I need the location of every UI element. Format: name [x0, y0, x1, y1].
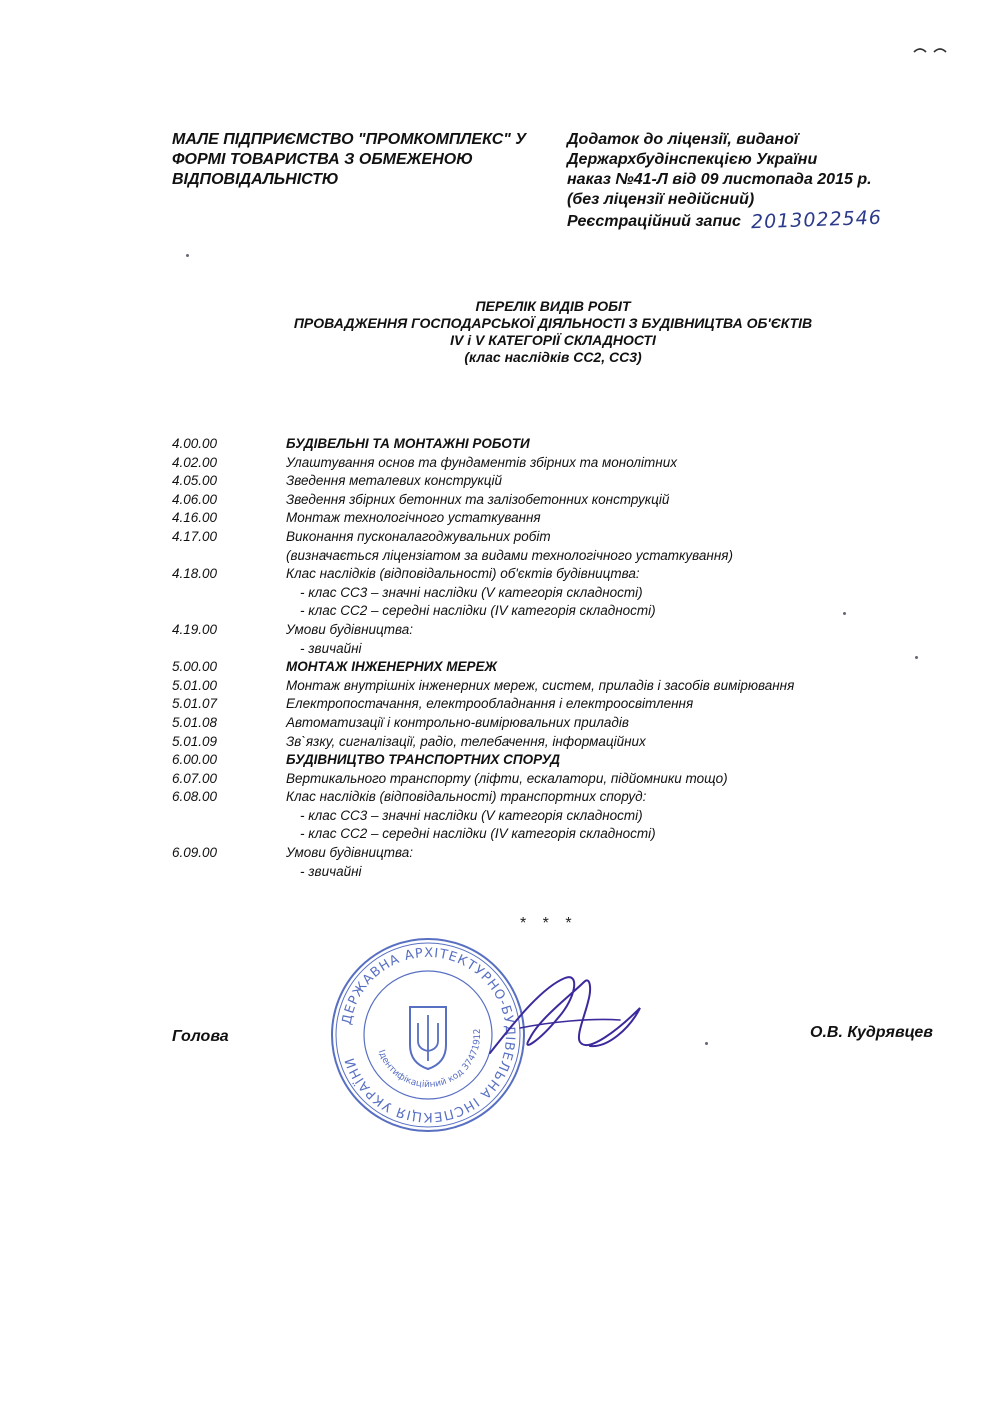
list-item — [172, 714, 872, 733]
item-text: МОНТАЖ ІНЖЕНЕРНИХ МЕРЕЖ — [286, 659, 498, 675]
title-line-4: (клас наслідків СС2, СС3) — [464, 349, 642, 365]
item-text: БУДІВНИЦТВО ТРАНСПОРТНИХ СПОРУД — [286, 752, 560, 768]
work-types-list — [172, 435, 872, 881]
list-item — [172, 825, 872, 844]
item-text: - клас СС3 – значні наслідки (V категорія складності) — [300, 807, 643, 823]
item-code — [172, 807, 286, 826]
item-text: Умови будівництва: — [286, 621, 414, 637]
item-text: Автоматизації і контрольно-вимірювальних приладів — [286, 714, 629, 730]
item-text: - звичайні — [300, 640, 362, 656]
list-item — [172, 454, 872, 473]
list-item — [172, 770, 872, 789]
item-text: Зведення збірних бетонних та залізобетонних конструкцій — [286, 491, 670, 507]
item-code: 4.05.00 — [172, 473, 218, 489]
list-item — [172, 509, 872, 528]
item-code: 5.00.00 — [172, 659, 218, 675]
item-text: Монтаж внутрішніх інженерних мереж, систем, приладів і засобів вимірювання — [286, 677, 795, 693]
handwritten-signature — [480, 958, 650, 1078]
item-text: БУДІВЕЛЬНІ ТА МОНТАЖНІ РОБОТИ — [286, 436, 530, 451]
registry-label: Реєстраційний запис — [567, 213, 741, 230]
scan-speck — [705, 1042, 708, 1045]
item-text: Улаштування основ та фундаментів збірних та монолітних — [286, 454, 677, 470]
item-text: - звичайні — [300, 863, 362, 879]
item-code: 5.01.09 — [172, 733, 218, 749]
item-text: - клас СС2 – середні наслідки (IV категорія складності) — [300, 826, 656, 842]
annex-line: Держархбудінспекцією України — [567, 151, 818, 168]
registry-number-handwritten: 2013022546 — [750, 206, 883, 234]
list-item — [172, 491, 872, 510]
list-item — [172, 695, 872, 714]
list-item — [172, 807, 872, 826]
item-code — [172, 547, 286, 566]
item-text: Клас наслідків (відповідальності) транспортних споруд: — [286, 789, 647, 805]
list-item — [172, 547, 872, 566]
list-item — [172, 788, 872, 807]
list-item — [172, 435, 872, 454]
scan-speck — [186, 254, 189, 257]
item-text: Вертикального транспорту (ліфти, ескалатори, підйомники тощо) — [286, 770, 728, 786]
scan-mark-icon — [910, 40, 960, 60]
item-text: Зведення металевих конструкцій — [286, 473, 502, 489]
list-item — [172, 584, 872, 603]
annex-line: наказ №41-Л від 09 листопада 2015 р. — [567, 171, 872, 188]
item-code: 5.01.08 — [172, 714, 218, 730]
item-code: 4.19.00 — [172, 621, 218, 637]
item-code — [172, 825, 286, 844]
separator-stars: * * * — [520, 915, 578, 932]
list-item — [172, 658, 872, 677]
item-code — [172, 602, 286, 621]
item-text: Клас наслідків (відповідальності) об'єктів будівництва: — [286, 566, 640, 582]
item-code: 6.08.00 — [172, 789, 218, 805]
item-text: Монтаж технологічного устаткування — [286, 510, 541, 526]
signer-position: Голова — [172, 1028, 229, 1045]
item-code: 4.02.00 — [172, 454, 218, 470]
item-code: 4.18.00 — [172, 566, 218, 582]
scan-speck — [843, 612, 846, 615]
list-item — [172, 472, 872, 491]
list-item — [172, 844, 872, 863]
item-text: Умови будівництва: — [286, 845, 414, 861]
item-text: Електропостачання, електрообладнання і електроосвітлення — [286, 696, 694, 712]
item-text: - клас СС2 – середні наслідки (IV категорія складності) — [300, 603, 656, 619]
list-item — [172, 863, 872, 882]
organization-name-line: ВІДПОВІДАЛЬНІСТЮ — [172, 171, 339, 188]
annex-line: (без ліцензії недійсний) — [567, 191, 755, 208]
organization-name — [172, 130, 552, 190]
item-code: 6.09.00 — [172, 845, 218, 861]
item-code: 4.17.00 — [172, 528, 218, 544]
title-line-2: ПРОВАДЖЕННЯ ГОСПОДАРСЬКОЇ ДІЯЛЬНОСТІ З БУДІВНИЦТВА ОБ'ЄКТІВ — [293, 315, 813, 331]
list-item — [172, 602, 872, 621]
annex-line: Додаток до ліцензії, виданої — [567, 131, 799, 148]
item-code: 6.07.00 — [172, 770, 218, 786]
title-line-1: ПЕРЕЛІК ВИДІВ РОБІТ — [475, 298, 631, 314]
item-text: Виконання пусконалагоджувальних робіт — [286, 528, 551, 544]
stamp-outer-text: ДЕРЖАВНА АРХІТЕКТУРНО-БУДІВЕЛЬНА ІНСПЕКЦІЯ УКРАЇНИ — [339, 945, 518, 1125]
organization-name-line: ФОРМІ ТОВАРИСТВА З ОБМЕЖЕНОЮ — [172, 151, 473, 168]
item-code: 6.00.00 — [172, 752, 218, 768]
item-code: 5.01.07 — [172, 696, 218, 712]
list-item — [172, 751, 872, 770]
list-item — [172, 565, 872, 584]
item-code — [172, 863, 286, 882]
title-line-3: IV і V КАТЕГОРІЇ СКЛАДНОСТІ — [450, 332, 656, 348]
item-code — [172, 584, 286, 603]
license-annex-note — [567, 130, 897, 232]
list-item — [172, 528, 872, 547]
item-text: (визначається ліцензіатом за видами технологічного устаткування) — [286, 547, 733, 563]
item-code: 4.00.00 — [172, 436, 218, 451]
signer-name: О.В. Кудрявцев — [810, 1024, 933, 1041]
item-code: 4.16.00 — [172, 510, 218, 526]
item-code — [172, 640, 286, 659]
document-title — [180, 298, 926, 366]
organization-name-line: МАЛЕ ПІДПРИЄМСТВО "ПРОМКОМПЛЕКС" У — [172, 131, 527, 148]
list-item — [172, 733, 872, 752]
list-item — [172, 677, 872, 696]
list-item — [172, 640, 872, 659]
stamp-inner-text: Ідентифікаційний код 37471912 — [375, 1028, 484, 1091]
item-code: 5.01.00 — [172, 677, 218, 693]
scan-speck — [915, 656, 918, 659]
list-item — [172, 621, 872, 640]
item-code: 4.06.00 — [172, 491, 218, 507]
item-text: - клас СС3 – значні наслідки (V категорія складності) — [300, 584, 643, 600]
svg-text:Ідентифікаційний код 37471912 — [376, 1028, 483, 1090]
item-text: Зв`язку, сигналізації, радіо, телебачення, інформаційних — [286, 733, 646, 749]
registry-record — [567, 206, 897, 234]
